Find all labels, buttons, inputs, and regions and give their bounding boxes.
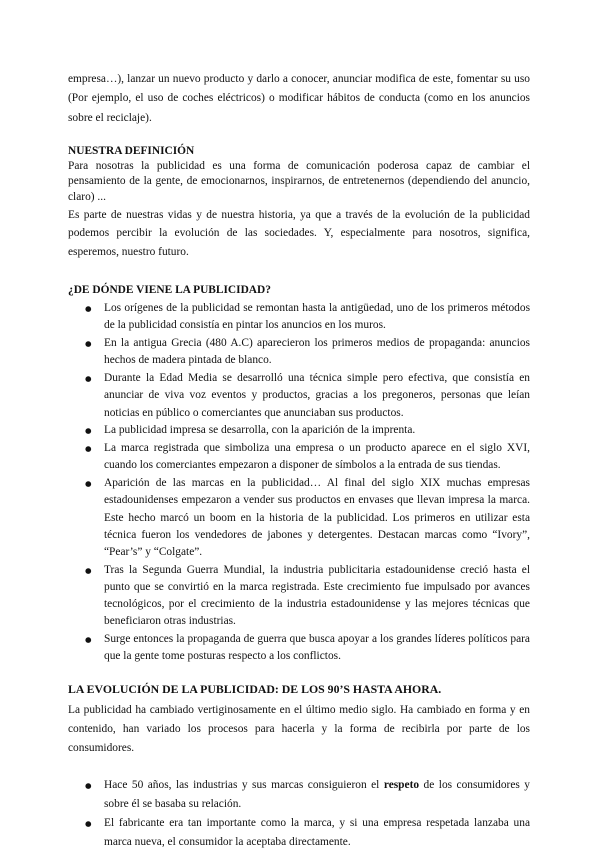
intro-paragraph: empresa…), lanzar un nuevo producto y darlo a conocer, anunciar modifica de este, fomentar su uso (Por ejemplo, el uso de coches eléctricos) o modificar hábitos de conducta (como en los anuncios sobre el reciclaje). [68, 73, 530, 124]
list-item: ● En la antigua Grecia (480 A.C) aparecieron los primeros medios de propaganda: anuncios hechos de madera pintada de blanco. [104, 335, 530, 369]
item-text-after: de los consumidores y sobre él se basaba su relación. [104, 778, 530, 810]
list-item [104, 776, 530, 814]
definition-heading: NUESTRA DEFINICIÓN [68, 144, 195, 157]
item-text-before: Hace 50 años, las industrias y sus marcas consiguieron el [104, 778, 384, 791]
evolution-paragraph: La publicidad ha cambiado vertiginosamente en el último medio siglo. Ha cambiado en forma y en contenido, han variado los procesos para hacerla y la forma de recibirla por parte de los consumidores. [68, 703, 530, 755]
list-item: ● El fabricante era tan importante como la marca, y si una empresa respetada lanzaba una marca nueva, el consumidor la aceptaba directamente. [104, 814, 530, 852]
emphasis-respeto: respeto [383, 778, 420, 791]
list-item: ● Los orígenes de la publicidad se remontan hasta la antigüedad, uno de los primeros métodos de la publicidad consistía en pintar los anuncios en los muros. [104, 300, 530, 334]
evolution-heading: LA EVOLUCIÓN DE LA PUBLICIDAD: DE LOS 90’S HASTA AHORA. [68, 681, 442, 696]
list-item: ● La marca registrada que simboliza una empresa o un producto aparece en el siglo XVI, cuando los comerciantes empezaron a disponer de símbolos a la entrada de sus tiendas. [104, 440, 530, 474]
list-item: ● La publicidad impresa se desarrolla, con la aparición de la imprenta. [104, 422, 530, 439]
definition-paragraph-2: Es parte de nuestras vidas y de nuestra historia, ya que a través de la evolución de la publicidad podemos percibir la evolución de las sociedades. Y, especialmente para nosotros, significa, esperemos, nuestro futuro. [68, 208, 530, 258]
list-item: ● Aparición de las marcas en la publicidad… Al final del siglo XIX muchas empresas estadounidenses empezaron a vender sus productos en envases que llevan impresa la marca. Este hecho marcó un boom en la historia de la publicidad. Los primeros en utilizar esta técnica fueron los vendedores de jabones y detergentes. Destacan marcas como “Ivory”, “Pear’s” y “Colgate”. [104, 475, 530, 561]
list-item: ● Tras la Segunda Guerra Mundial, la industria publicitaria estadounidense creció hasta el punto que se convirtió en la marca registrada. Este crecimiento fue impulsado por avances tecnológicos, por el crecimiento de la industria estadounidense y las mejores técnicas que beneficiaron otras industrias. [104, 562, 530, 631]
document-page [68, 70, 530, 852]
origin-list [68, 300, 530, 665]
list-item: ● Durante la Edad Media se desarrolló una técnica simple pero efectiva, que consistía en anunciar de viva voz eventos y productos, gracias a los pregoneros, personas que leían noticias en público o comerciantes que anunciaban sus productos. [104, 370, 530, 422]
evolution-list [68, 776, 530, 852]
list-item: ● Surge entonces la propaganda de guerra que busca apoyar a los grandes líderes políticos para que la gente tome posturas respecto a los conflictos. [104, 631, 530, 665]
definition-paragraph-1: Para nosotras la publicidad es una forma de comunicación poderosa capaz de cambiar el pensamiento de la gente, de emocionarnos, inspirarnos, de entretenernos (dependiendo del anuncio, claro) ... [68, 159, 530, 204]
origin-heading: ¿DE DÓNDE VIENE LA PUBLICIDAD? [68, 284, 271, 297]
